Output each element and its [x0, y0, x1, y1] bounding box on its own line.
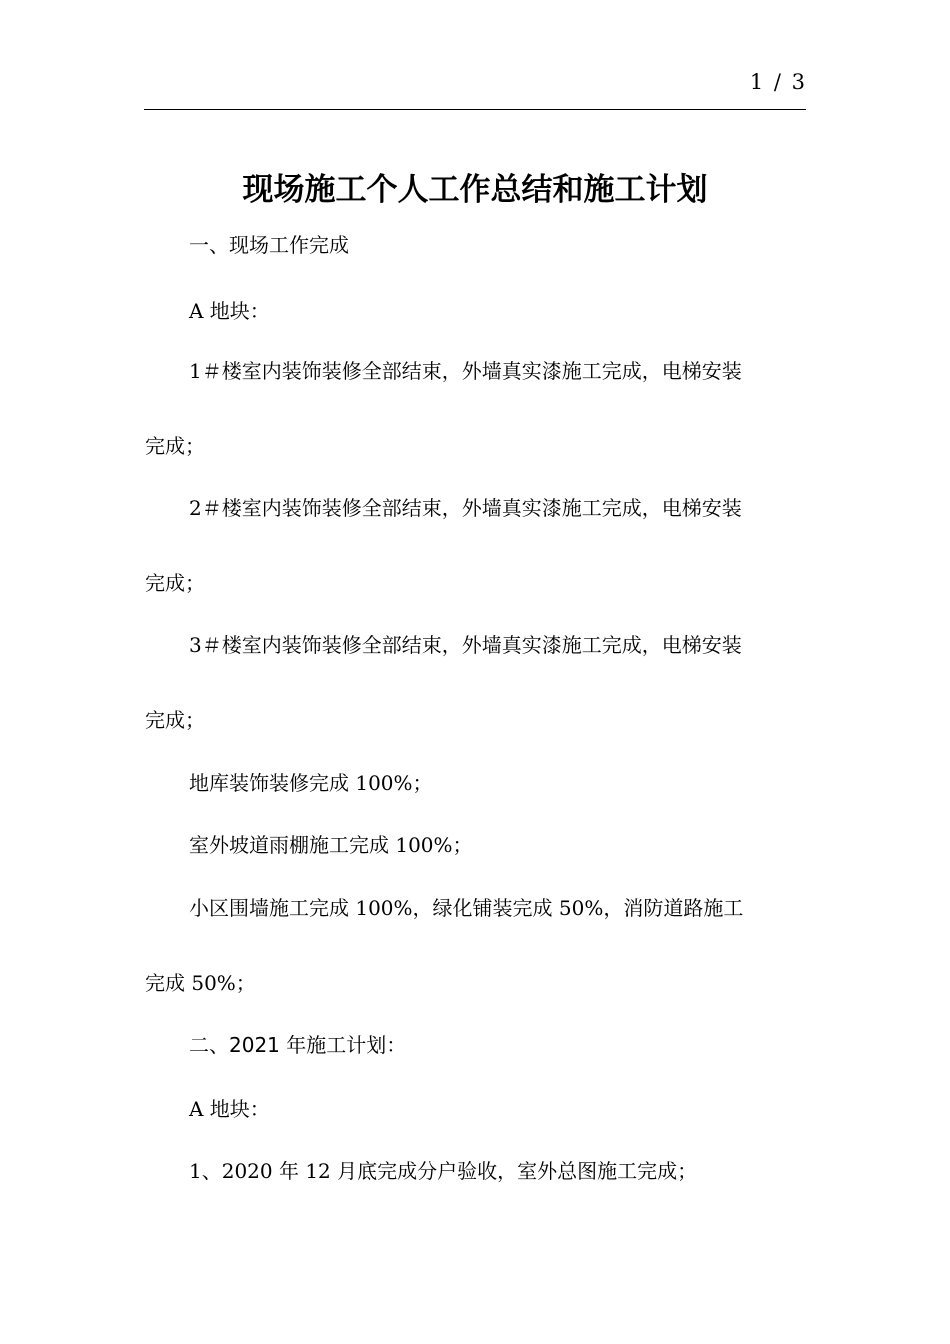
- section-1-item-1-line-1: 1＃楼室内装饰装修全部结束，外墙真实漆施工完成，电梯安装: [189, 359, 742, 383]
- section-1-item-1-line-2: 完成；: [145, 434, 205, 458]
- section-1-item-6-line-1: 小区围墙施工完成 100%，绿化铺装完成 50%，消防道路施工: [189, 896, 744, 920]
- page-number: 1 / 3: [749, 70, 807, 94]
- section-1-item-2-line-2: 完成；: [145, 571, 205, 595]
- document-title: 现场施工个人工作总结和施工计划: [242, 172, 708, 208]
- section-1-item-4: 地库装饰装修完成 100%；: [189, 771, 433, 795]
- section-2-heading: 二、2021 年施工计划：: [189, 1033, 407, 1057]
- section-1-item-3-line-2: 完成；: [145, 708, 205, 732]
- section-1-heading: 一、现场工作完成: [189, 233, 349, 257]
- section-1-item-3-line-1: 3＃楼室内装饰装修全部结束，外墙真实漆施工完成，电梯安装: [189, 633, 742, 657]
- section-2-block-label: A 地块：: [189, 1097, 270, 1121]
- section-2-item-1: 1、2020 年 12 月底完成分户验收，室外总图施工完成；: [189, 1159, 698, 1183]
- section-1-item-5: 室外坡道雨棚施工完成 100%；: [189, 833, 473, 857]
- section-1-item-2-line-1: 2＃楼室内装饰装修全部结束，外墙真实漆施工完成，电梯安装: [189, 496, 742, 520]
- section-1-block-label: A 地块：: [189, 299, 270, 323]
- header-rule: [144, 109, 806, 110]
- section-1-item-6-line-2: 完成 50%；: [145, 971, 256, 995]
